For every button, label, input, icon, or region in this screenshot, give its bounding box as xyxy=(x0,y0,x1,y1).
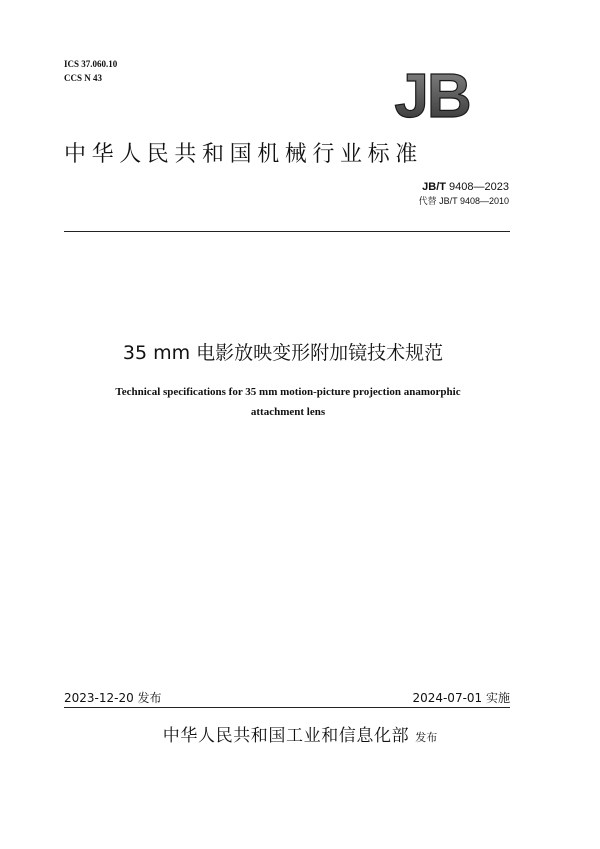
standard-code-number: 9408—2023 xyxy=(449,181,509,193)
issuer-block xyxy=(0,721,600,746)
implementation-date: 2024-07-01 实施 xyxy=(412,691,510,705)
standard-number-block xyxy=(419,180,509,208)
jb-logo-text: JB xyxy=(394,68,470,120)
standard-code-prefix: JB/T xyxy=(422,181,446,193)
issuer-name: 中华人民共和国工业和信息化部 xyxy=(162,726,410,746)
english-title-line-2: attachment lens xyxy=(250,406,326,418)
standard-code xyxy=(419,180,509,194)
english-title xyxy=(60,382,516,422)
classification-codes xyxy=(64,57,117,85)
english-title-line-1: Technical specifications for 35 mm motion-picture projection anamorphic xyxy=(115,386,461,398)
replaces-standard: 代替 JB/T 9408—2010 xyxy=(418,196,509,206)
issue-date: 2023-12-20 发布 xyxy=(64,691,162,705)
standard-category-title: 中华人民共和国机械行业标准 xyxy=(64,142,423,167)
header-divider xyxy=(64,231,510,232)
jb-logo xyxy=(382,68,482,120)
chinese-title: 35 mm 电影放映变形附加镜技术规范 xyxy=(122,342,444,364)
ccs-code: CCS N 43 xyxy=(64,73,103,83)
ics-code: ICS 37.060.10 xyxy=(64,59,118,69)
footer-divider xyxy=(64,707,510,708)
issuer-suffix: 发布 xyxy=(415,731,438,744)
